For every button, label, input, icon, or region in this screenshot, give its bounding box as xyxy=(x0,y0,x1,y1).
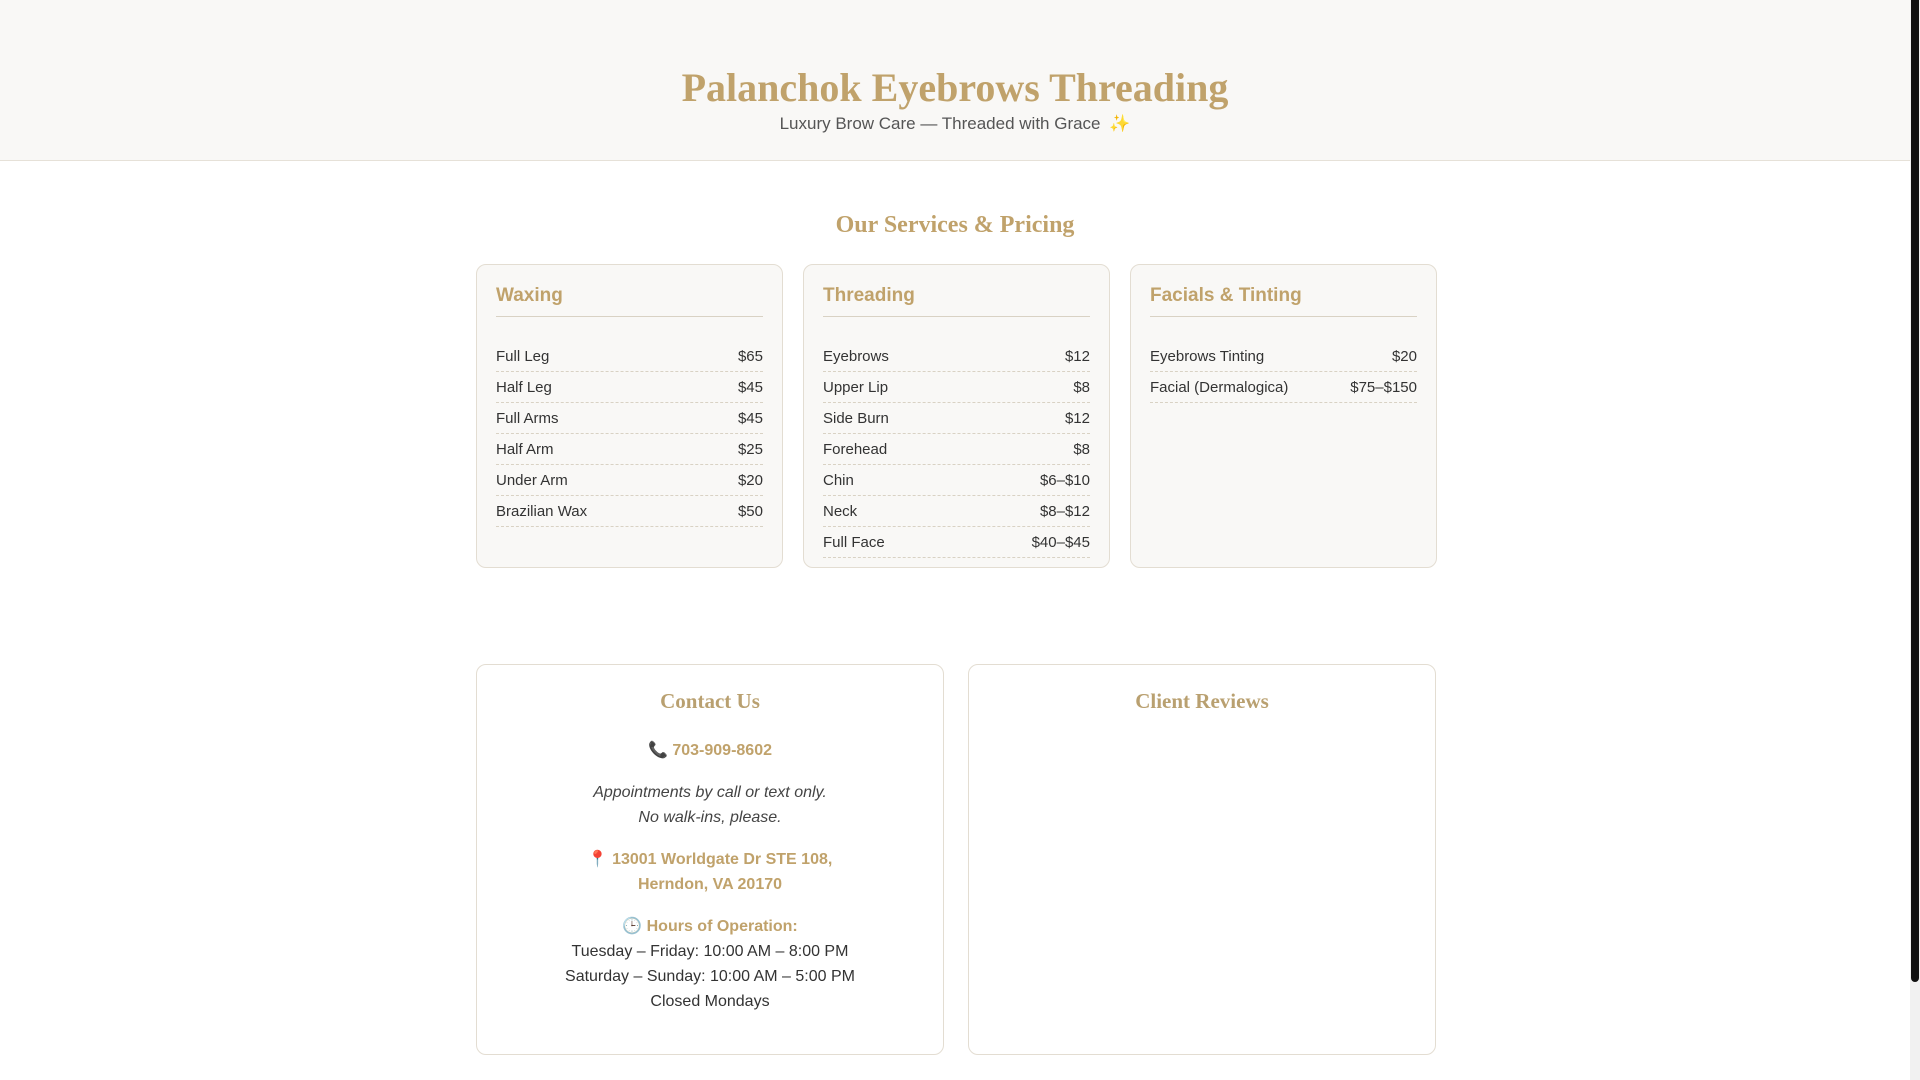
service-name: Half Leg xyxy=(496,378,552,396)
price-row xyxy=(823,403,1090,434)
service-name: Facial (Dermalogica) xyxy=(1150,378,1289,396)
contact-title: Contact Us xyxy=(660,689,760,713)
price-row xyxy=(496,403,763,434)
service-card-facials-tinting xyxy=(1130,264,1437,568)
service-price: $45 xyxy=(737,409,763,427)
services-title: Our Services & Pricing xyxy=(835,212,1075,238)
service-price: $8 xyxy=(1073,378,1090,396)
service-name: Half Arm xyxy=(496,440,554,458)
clock-icon: 🕒 xyxy=(622,918,643,935)
address-block xyxy=(477,847,943,897)
card-title-facials-tinting: Facials & Tinting xyxy=(1150,285,1417,317)
price-row xyxy=(496,434,763,465)
service-price: $45 xyxy=(737,378,763,396)
service-name: Full Face xyxy=(823,533,885,551)
price-row xyxy=(823,527,1090,558)
appointment-note-line2: No walk-ins, please. xyxy=(638,809,782,826)
service-name: Under Arm xyxy=(496,471,568,489)
reviews-card xyxy=(968,664,1436,1055)
price-row xyxy=(1150,341,1417,372)
location-pin-icon: 📍 xyxy=(587,851,608,868)
service-card-threading xyxy=(803,264,1110,568)
price-row xyxy=(823,434,1090,465)
hours-line: Tuesday – Friday: 10:00 AM – 8:00 PM xyxy=(571,943,849,960)
service-price: $40–$45 xyxy=(1031,533,1090,551)
tagline-text: Luxury Brow Care — Threaded with Grace xyxy=(779,114,1101,133)
site-title: Palanchok Eyebrows Threading xyxy=(681,65,1229,110)
address-link-line2[interactable]: Herndon, VA 20170 xyxy=(637,876,783,893)
appointment-note xyxy=(477,780,943,830)
scrollbar-track[interactable] xyxy=(1910,0,1920,1080)
service-name: Full Arms xyxy=(496,409,559,427)
service-price: $65 xyxy=(737,347,763,365)
service-name: Upper Lip xyxy=(823,378,889,396)
service-price: $6–$10 xyxy=(1039,471,1090,489)
service-price: $12 xyxy=(1064,347,1090,365)
service-price: $25 xyxy=(737,440,763,458)
service-name: Neck xyxy=(823,502,858,520)
scrollbar-thumb[interactable] xyxy=(1911,0,1919,982)
service-price: $20 xyxy=(737,471,763,489)
service-price: $8 xyxy=(1073,440,1090,458)
price-row xyxy=(496,465,763,496)
hours-label: Hours of Operation: xyxy=(646,918,798,935)
price-row xyxy=(1150,372,1417,403)
service-name: Chin xyxy=(823,471,854,489)
phone-link[interactable]: 703-909-8602 xyxy=(672,742,772,759)
phone-icon: 📞 xyxy=(647,742,668,759)
card-title-waxing: Waxing xyxy=(496,285,763,317)
card-title-threading: Threading xyxy=(823,285,1090,317)
price-list-threading xyxy=(823,341,1090,558)
price-row xyxy=(823,465,1090,496)
service-name: Brazilian Wax xyxy=(496,502,588,520)
price-list-waxing xyxy=(496,341,763,527)
address-link-line1[interactable]: 13001 Worldgate Dr STE 108, xyxy=(612,851,833,868)
service-price: $12 xyxy=(1064,409,1090,427)
hours-block xyxy=(477,914,943,1014)
hours-line: Saturday – Sunday: 10:00 AM – 5:00 PM xyxy=(565,968,855,985)
service-price: $50 xyxy=(737,502,763,520)
price-row xyxy=(823,372,1090,403)
price-row xyxy=(823,496,1090,527)
price-row xyxy=(496,496,763,527)
contact-card xyxy=(476,664,944,1055)
price-row xyxy=(496,372,763,403)
site-header xyxy=(0,0,1910,161)
service-price: $20 xyxy=(1391,347,1417,365)
service-name: Full Leg xyxy=(496,347,550,365)
service-price: $8–$12 xyxy=(1039,502,1090,520)
service-name: Eyebrows xyxy=(823,347,889,365)
tagline xyxy=(0,114,1910,134)
reviews-title: Client Reviews xyxy=(1135,689,1269,713)
phone-line xyxy=(477,738,943,763)
price-row xyxy=(496,341,763,372)
service-name: Eyebrows Tinting xyxy=(1150,347,1265,365)
sparkle-icon: ✨ xyxy=(1109,114,1131,133)
service-card-waxing xyxy=(476,264,783,568)
service-name: Forehead xyxy=(823,440,888,458)
price-row xyxy=(823,341,1090,372)
appointment-note-line1: Appointments by call or text only. xyxy=(593,784,827,801)
service-price: $75–$150 xyxy=(1350,378,1417,396)
hours-line: Closed Mondays xyxy=(650,993,770,1010)
price-list-facials-tinting xyxy=(1150,341,1417,403)
service-name: Side Burn xyxy=(823,409,889,427)
